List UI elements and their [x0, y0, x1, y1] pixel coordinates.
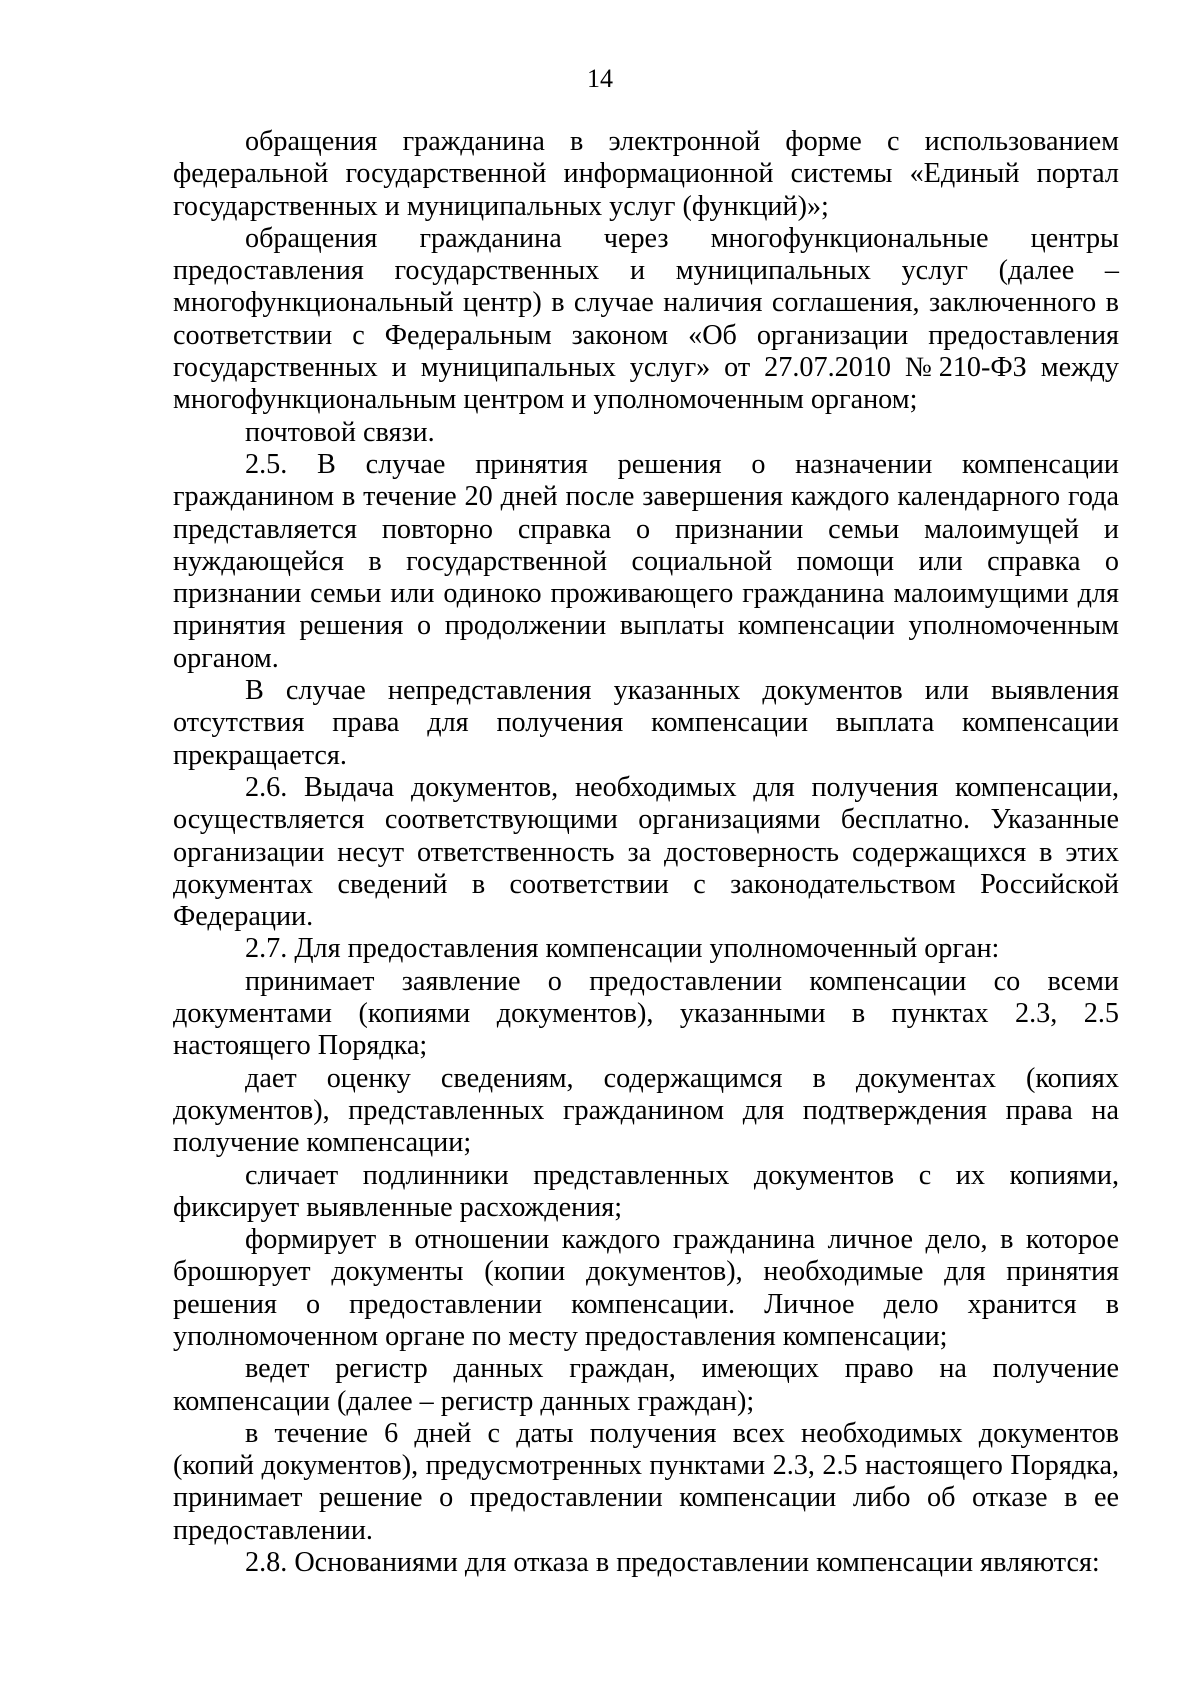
- paragraph-clause-2-8: 2.8. Основаниями для отказа в предоставлении компенсации являются:: [245, 1547, 1100, 1579]
- paragraph-register: ведет регистр данных граждан, имеющих право на получение компенсации (далее – регистр данных граждан);: [173, 1353, 1119, 1417]
- paragraph-accepts-application: принимает заявление о предоставлении компенсации со всеми документами (копиями документов), указанными в пунктах 2.3, 2.5 настоящего Порядка;: [173, 965, 1119, 1062]
- paragraph-evaluates-info: дает оценку сведениям, содержащимся в документах (копиях документов), представленных гражданином для подтверждения права на получение компенсации;: [173, 1062, 1119, 1159]
- paragraph-compares-originals: сличает подлинники представленных документов с их копиями, фиксирует выявленные расхождения;: [173, 1159, 1119, 1223]
- paragraph-clause-2-5: 2.5. В случае принятия решения о назначении компенсации гражданином в течение 20 дней после завершения каждого календарного года представляется повторно справка о признании семьи малоимущей и нуждающейся в государственной социальной помощи или справка о признании семьи или одиноко проживающего гражданина малоимущими для принятия решения о продолжении выплаты компенсации уполномоченным органом.: [173, 448, 1119, 674]
- paragraph-clause-2-7: 2.7. Для предоставления компенсации уполномоченный орган:: [245, 933, 1000, 965]
- page-number: 14: [587, 64, 613, 93]
- paragraph-clause-2-6: 2.6. Выдача документов, необходимых для получения компенсации, осуществляется соответствующими организациями бесплатно. Указанные организации несут ответственность за достоверность содержащихся в этих документах сведений в соответствии с законодательством Российской Федерации.: [173, 771, 1119, 933]
- paragraph-personal-file: формирует в отношении каждого гражданина личное дело, в которое брошюрует документы (копии документов), необходимые для принятия решения о предоставлении компенсации. Личное дело хранится в уполномоченном органе по месту предоставления компенсации;: [173, 1224, 1119, 1352]
- paragraph-non-submission: В случае непредставления указанных документов или выявления отсутствия права для получения компенсации выплата компенсации прекращается.: [173, 675, 1119, 771]
- paragraph-postal: почтовой связи.: [245, 416, 435, 448]
- document-body: [173, 126, 1119, 1579]
- paragraph-decision: в течение 6 дней с даты получения всех необходимых документов (копий документов), предусмотренных пунктами 2.3, 2.5 настоящего Порядка, принимает решение о предоставлении компенсации либо об отказе в ее предоставлении.: [173, 1417, 1119, 1546]
- paragraph-multifunctional-center: обращения гражданина через многофункциональные центры предоставления государственных и муниципальных услуг (далее – многофункциональный центр) в случае наличия соглашения, заключенного в соответствии с Федеральным законом «Об организации предоставления государственных и муниципальных услуг» от 27.07.2010 №210-ФЗ между многофункциональным центром и уполномоченным органом;: [173, 222, 1119, 416]
- paragraph-electronic-form: обращения гражданина в электронной форме с использованием федеральной государственной информационной системы «Единый портал государственных и муниципальных услуг (функций)»;: [173, 126, 1119, 222]
